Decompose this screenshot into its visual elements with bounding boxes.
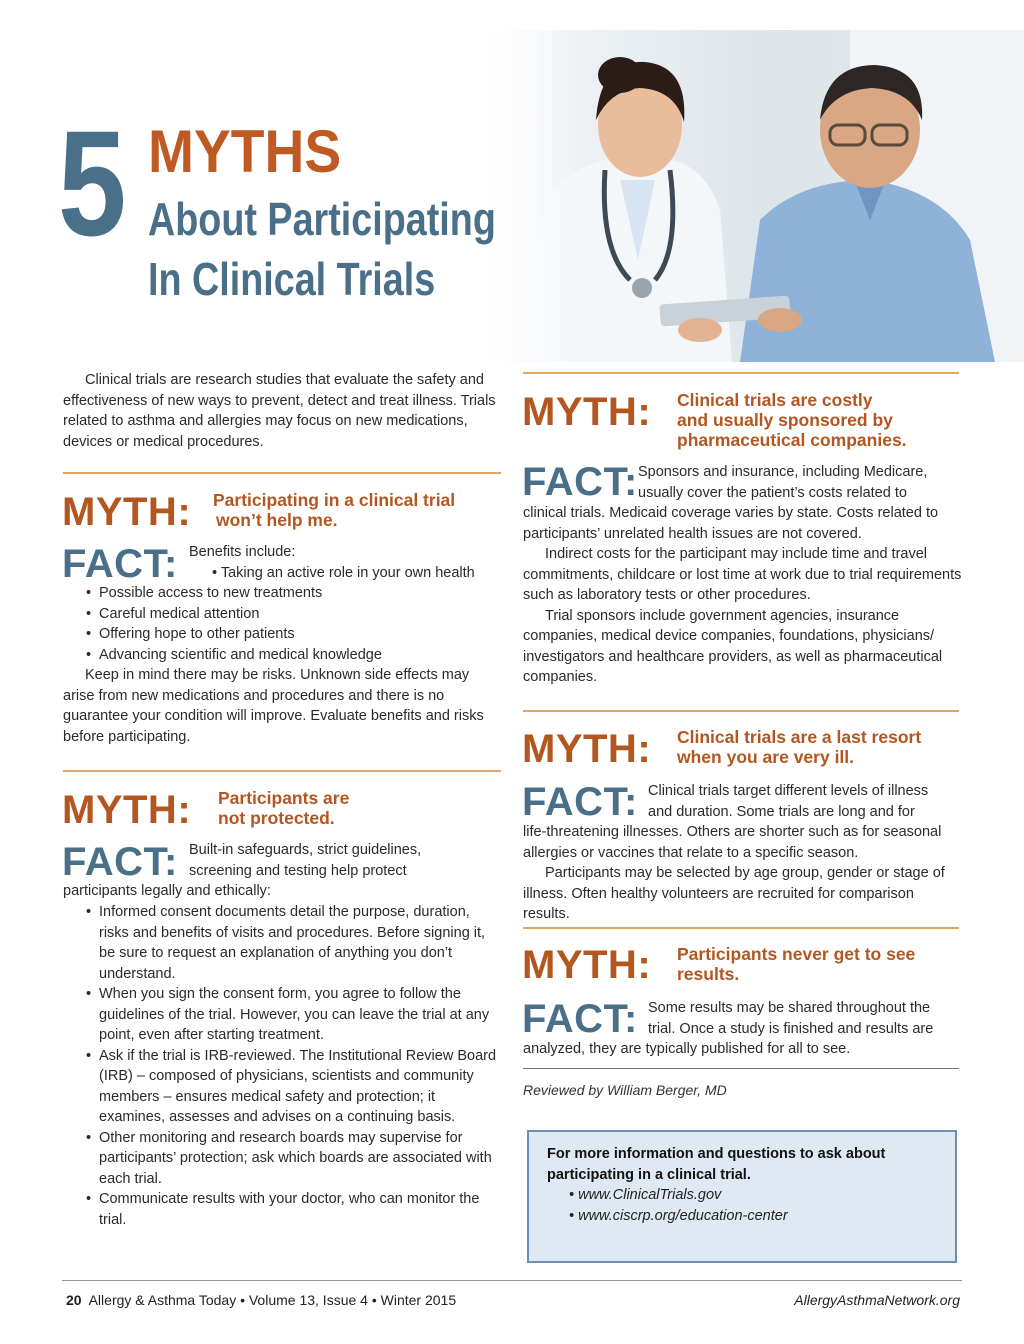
fact-4-lead: Clinical trials target different levels of illness and duration. Some trials are long and for xyxy=(648,783,929,820)
fact-1-bullets xyxy=(86,583,506,665)
reviewer-credit: Reviewed by William Berger, MD xyxy=(523,1082,727,1098)
fact-label: FACT: xyxy=(522,780,638,824)
fact-label: FACT: xyxy=(62,840,178,884)
header-photo-doctor-and-patient xyxy=(470,30,1024,362)
list-item: • Other monitoring and research boards may supervise for participants’ protection; ask which boards are associated with each trial. xyxy=(86,1128,500,1190)
headline-number: 5 xyxy=(58,99,122,267)
headline-myths: MYTHS xyxy=(148,118,342,185)
headline-subtitle-line2: In Clinical Trials xyxy=(148,253,436,305)
intro-paragraph: Clinical trials are research studies that evaluate the safety and effectiveness of new ways to prevent, detect and treat illness. Trials related to asthma and allergies may focus on new medications, devices or medical procedures. xyxy=(63,372,496,450)
section-divider xyxy=(63,770,501,772)
myth-label: MYTH: xyxy=(62,788,192,832)
footer-website[interactable]: AllergyAsthmaNetwork.org xyxy=(794,1292,960,1308)
myth-label: MYTH: xyxy=(522,390,652,434)
list-item: • Possible access to new treatments xyxy=(86,583,506,604)
footer-left xyxy=(66,1292,456,1308)
list-item: • Ask if the trial is IRB-reviewed. The Institutional Review Board (IRB) – composed of physicians, scientists and community members – ensures medical safety and protection; it examines, assesses and advises on a continuing basis. xyxy=(86,1046,500,1128)
myth-label: MYTH: xyxy=(522,727,652,771)
fact-label: FACT: xyxy=(522,997,638,1041)
section-divider xyxy=(523,927,959,929)
fact-3-lead: Sponsors and insurance, including Medicare, usually cover the patient’s costs related to xyxy=(638,464,928,501)
fact-label: FACT: xyxy=(62,542,178,586)
link-clinicaltrials[interactable]: • www.ClinicalTrials.gov xyxy=(569,1187,722,1203)
myth-4-statement: Clinical trials are a last resort when you are very ill. xyxy=(677,727,922,767)
fact-2-bullets xyxy=(86,902,500,1230)
myth-2-statement: Participants are not protected. xyxy=(218,788,350,828)
fact-2-lead: Built-in safeguards, strict guidelines, screening and testing help protect xyxy=(189,842,422,879)
myth-label: MYTH: xyxy=(62,490,192,534)
fact-label: FACT: xyxy=(522,460,638,504)
section-divider xyxy=(523,372,959,374)
link-ciscrp[interactable]: • www.ciscrp.org/education-center xyxy=(569,1207,788,1224)
fact-4-body: life-threatening illnesses. Others are shorter such as for seasonal allergies or vaccines that relate to a specific season. Participants may be selected by age group, gender or stage of illness. Often healthy volunteers are recruited for comparison results. xyxy=(523,824,945,922)
fact-5-body: analyzed, they are typically published for all to see. xyxy=(523,1041,851,1057)
list-item: • Informed consent documents detail the purpose, duration, risks and benefits of visits and procedures. Before signing it, be sure to request an explanation of anything you don’t understand. xyxy=(86,902,500,984)
myth-5-statement: Participants never get to see results. xyxy=(677,944,916,984)
list-item: • Offering hope to other patients xyxy=(86,624,506,645)
myth-1-statement: Participating in a clinical trial won’t help me. xyxy=(213,490,456,530)
list-item: • Careful medical attention xyxy=(86,604,506,625)
fact-2-continued: participants legally and ethically: xyxy=(63,883,271,899)
myth-3-statement: Clinical trials are costly and usually sponsored by pharmaceutical companies. xyxy=(677,390,907,450)
section-divider xyxy=(523,1068,959,1069)
fact-3-body: clinical trials. Medicaid coverage varies by state. Costs related to participants’ unrelated health issues are not covered. Indirect costs for the participant may include time and travel commitments, childcare or lost time at work due to trial requirements such as laboratory tests or other procedures. Trial sponsors include government agencies, insurance companies, medical device companies, foundations, physicians/ investigators and healthcare providers, as well as pharmaceutical companies. xyxy=(523,505,962,685)
list-item: • Communicate results with your doctor, who can monitor the trial. xyxy=(86,1189,500,1230)
fact-1-closing: Keep in mind there may be risks. Unknown side effects may arise from new medications and procedures and there is no guarantee your condition will improve. Evaluate benefits and risks before participating. xyxy=(63,667,484,745)
publication-info: Allergy & Asthma Today • Volume 13, Issue 4 • Winter 2015 xyxy=(88,1292,457,1308)
fact-1-lead: Benefits include: • Taking an active role in your own health xyxy=(189,544,475,581)
footer-divider xyxy=(62,1280,962,1281)
section-divider xyxy=(63,472,501,474)
fact-5-lead: Some results may be shared throughout the trial. Once a study is finished and results are xyxy=(648,1000,934,1037)
myth-label: MYTH: xyxy=(522,943,652,987)
info-box-title: For more information and questions to ask about participating in a clinical trial. xyxy=(547,1146,886,1183)
list-item: • Advancing scientific and medical knowledge xyxy=(86,645,506,666)
headline-subtitle-line1: About Participating xyxy=(148,193,496,245)
list-item: • When you sign the consent form, you agree to follow the guidelines of the trial. However, you can leave the trial at any point, even after starting treatment. xyxy=(86,984,500,1046)
page-number: 20 xyxy=(66,1292,82,1308)
more-info-box xyxy=(527,1130,957,1263)
section-divider xyxy=(523,710,959,712)
